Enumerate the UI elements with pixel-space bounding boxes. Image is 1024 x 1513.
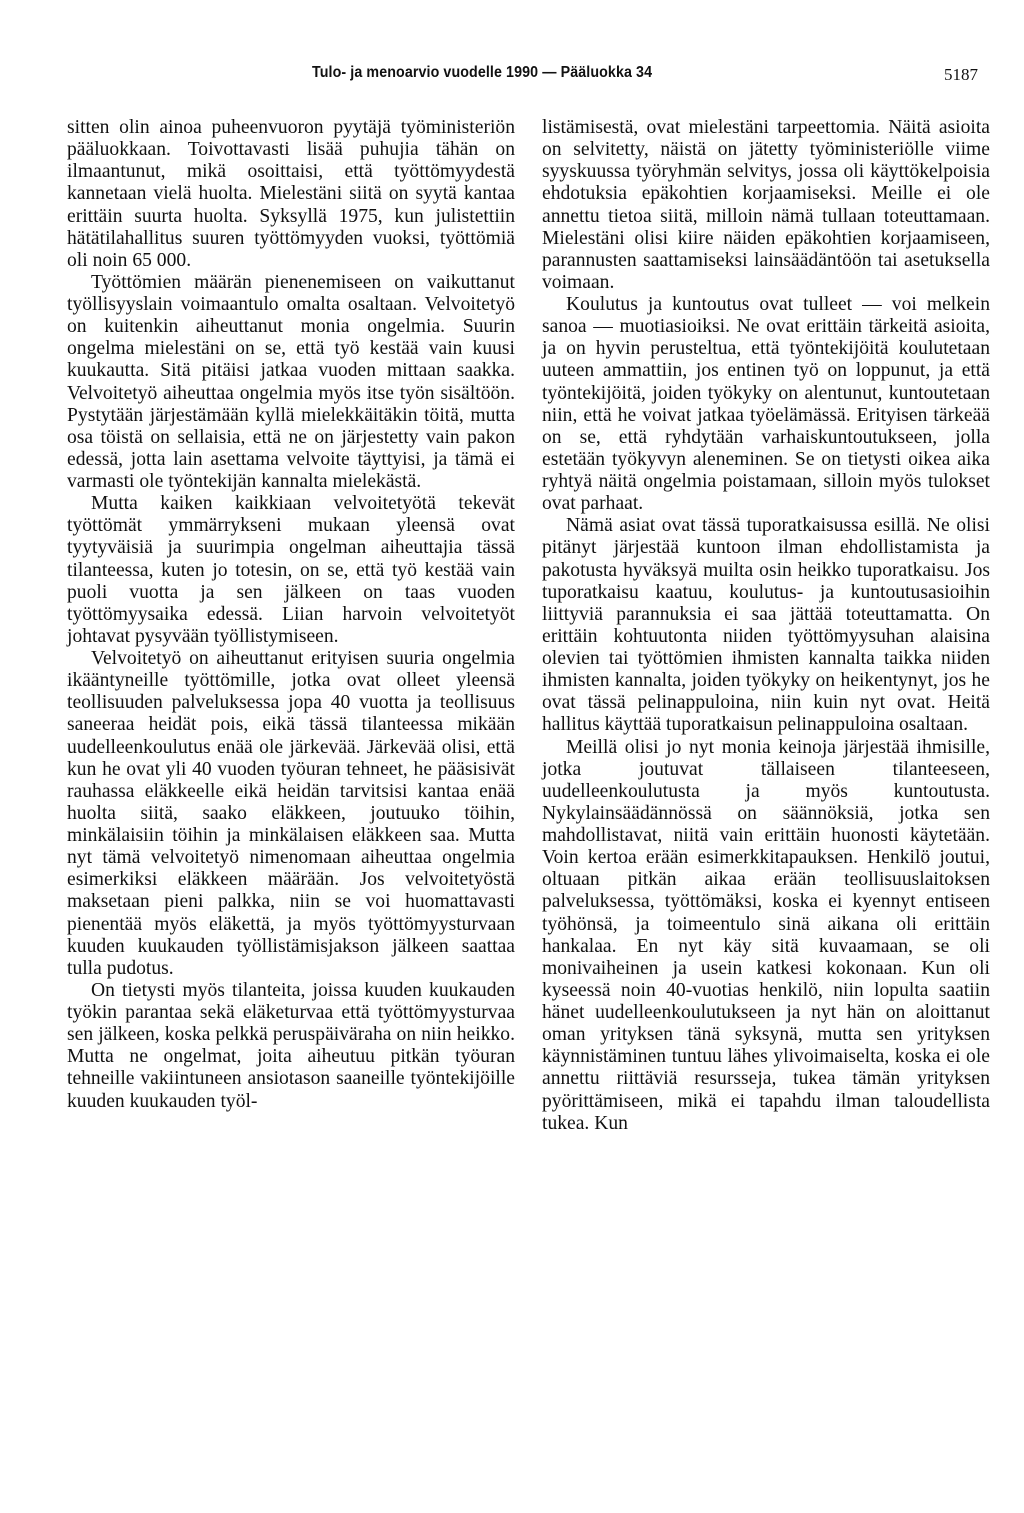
paragraph: Nämä asiat ovat tässä tuporatkaisussa esillä. Ne olisi pitänyt järjestää kuntoon ilman ehdollistamista ja pakotusta hyväksyä muilta osin heikko tuporatkaisu. Jos tuporatkaisu kaatuu, koulutus- ja kuntoutusasioihin liittyviä parannuksia ei saa jättää toteuttamatta. On erittäin kohtuutonta niiden työttömyysuhan alaisina olevien tai työttömien ihmisten kannalta taikka niiden ihmisten kannalta, joiden työkyky on heikentynyt, jos he ovat tässä pelinappuloina, niin kuin nyt ovat. Heitä hallitus käyttää tuporatkaisun pelinappuloina osaltaan. bbox=[542, 515, 990, 736]
paragraph: sitten olin ainoa puheenvuoron pyytäjä työministeriön pääluokkaan. Toivottavasti lisää puhujia tähän on ilmaantunut, mikä osoittaisi, että työttömyydestä kannetaan vielä huolta. Mielestäni siitä on syytä kantaa erittäin suurta huolta. Syksyllä 1975, kun julistettiin hätätilahallitus suuren työttömyyden vuoksi, työttömiä oli noin 65 000. bbox=[67, 117, 515, 271]
running-head: Tulo- ja menoarvio vuodelle 1990 — Pääluokka 34 bbox=[312, 64, 653, 81]
paragraph: Velvoitetyö on aiheuttanut erityisen suuria ongelmia ikääntyneille työttömille, jotka ovat olleet yleensä teollisuuden palveluksessa jopa 40 vuotta ja teollisuus saneeraa heidät pois, eikä tässä tilanteessa mikään uudelleenkoulutus enää ole järkevää. Järkevää olisi, että kun he ovat yli 40 vuoden työuran tehneet, he pääsisivät rauhassa eläkkeelle eikä heidän tarvitsisi kantaa enää huolta siitä, saako eläkkeen, joutuuko töihin, minkälaisiin töihin ja minkälaisen eläkkeen saa. Mutta nyt tämä velvoitetyö nimenomaan aiheuttaa ongelmia esimerkiksi eläkkeen määrään. Jos velvoitetyöstä maksetaan pieni palkka, niin se voi huomattavasti pienentää myös eläkettä, ja myös työttömyysturvaan kuuden kuukauden työllistämisjakson jälkeen saattaa tulla pudotus. bbox=[67, 648, 515, 979]
paragraph: On tietysti myös tilanteita, joissa kuuden kuukauden työkin parantaa sekä eläketurvaa että työttömyysturvaa sen jälkeen, koska pelkkä peruspäiväraha on niin heikko. Mutta ne ongelmat, joita aiheutuu pitkän työuran tehneille vakiintuneen ansiotason saaneille työntekijöille kuuden kuukauden työl- bbox=[67, 979, 515, 1112]
paragraph: Työttömien määrän pienenemiseen on vaikuttanut työllisyyslain voimaantulo omalta osaltaan. Velvoitetyö on kuitenkin aiheuttanut monia ongelmia. Suurin ongelma mielestäni on se, että työ kestää vain kuusi kuukautta. Sitä pitäisi jatkaa vuoden mittaan saakka. Velvoitetyö aiheuttaa ongelmia myös itse työn sisältöön. Pystytään järjestämään kyllä mielekkäitäkin töitä, mutta osa töistä on sellaisia, että ne on järjestetty vain pakon edessä, jotta lain asettama velvoite täyttyisi, ja tämä ei varmasti ole työntekijän kannalta mielekästä. bbox=[67, 271, 515, 492]
page-number: 5187 bbox=[944, 65, 978, 84]
paragraph: listämisestä, ovat mielestäni tarpeettomia. Näitä asioita on selvitetty, näistä on jätetty työministeriölle viime syyskuussa työryhmän selvitys, jossa oli käyttökelpoisia ehdotuksia epäkohtien korjaamiseksi. Meille ei ole annettu tietoa siitä, milloin nämä tullaan toteuttamaan. Mielestäni olisi kiire näiden epäkohtien korjaamiseen, parannusten saattamiseksi lainsäädäntöön tai asetuksella voimaan. bbox=[542, 117, 990, 293]
left-column bbox=[67, 117, 515, 1113]
paragraph: Koulutus ja kuntoutus ovat tulleet — voi melkein sanoa — muotiasioiksi. Ne ovat erittäin tärkeitä asioita, ja on hyvin perusteltua, että työntekijöitä koulutetaan uuteen ammattiin, jos entinen työ on loppunut, ja että työntekijöitä, joiden työkyky on alentunut, kuntoutetaan niin, että he voivat jatkaa työelämässä. Erityisen tärkeää on se, että ryhdytään varhaiskuntoutukseen, jolla estetään työkyvyn aleneminen. Se on tietysti oikea aika ryhtyä näitä ongelmia poistamaan, silloin myös tulokset ovat parhaat. bbox=[542, 294, 990, 515]
paragraph: Mutta kaiken kaikkiaan velvoitetyötä tekevät työttömät ymmärrykseni mukaan yleensä ovat tyytyväisiä ja suurimpia ongelman aiheuttajia tässä tilanteessa, kuten jo totesin, on se, että työ kestää vain puoli vuotta ja sen jälkeen on taas vuoden työttömyysaika edessä. Liian harvoin velvoitetyöt johtavat pysyvään työllistymiseen. bbox=[67, 493, 515, 647]
right-column bbox=[542, 117, 990, 1135]
paragraph: Meillä olisi jo nyt monia keinoja järjestää ihmisille, jotka joutuvat tällaiseen tilanteeseen, uudelleenkoulutusta ja myös kuntoutusta. Nykylainsäädännössä on säännöksiä, jotka sen mahdollistavat, niitä vain erittäin huonosti käytetään. Voin kertoa erään esimerkkitapauksen. Henkilö joutui, oltuaan pitkän aikaa erään teollisuuslaitoksen palveluksessa, työttömäksi, koska ei kyennyt entiseen työhönsä, ja toimeentulo sinä aikana oli erittäin hankalaa. En nyt käy sitä kuvaamaan, se oli monivaiheinen ja usein katkesi kokonaan. Kun oli kyseessä noin 40-vuotias henkilö, niin lopulta saatiin hänet uudelleenkoulutukseen ja nyt hän on aloittanut oman yrityksen tänä syksynä, mutta sen yrityksen käynnistäminen tuntuu lähes ylivoimaiselta, koska ei ole annettu riittäviä resursseja, tukea tämän yrityksen pyörittämiseen, mikä ei tapahdu ilman taloudellista tukea. Kun bbox=[542, 736, 990, 1134]
